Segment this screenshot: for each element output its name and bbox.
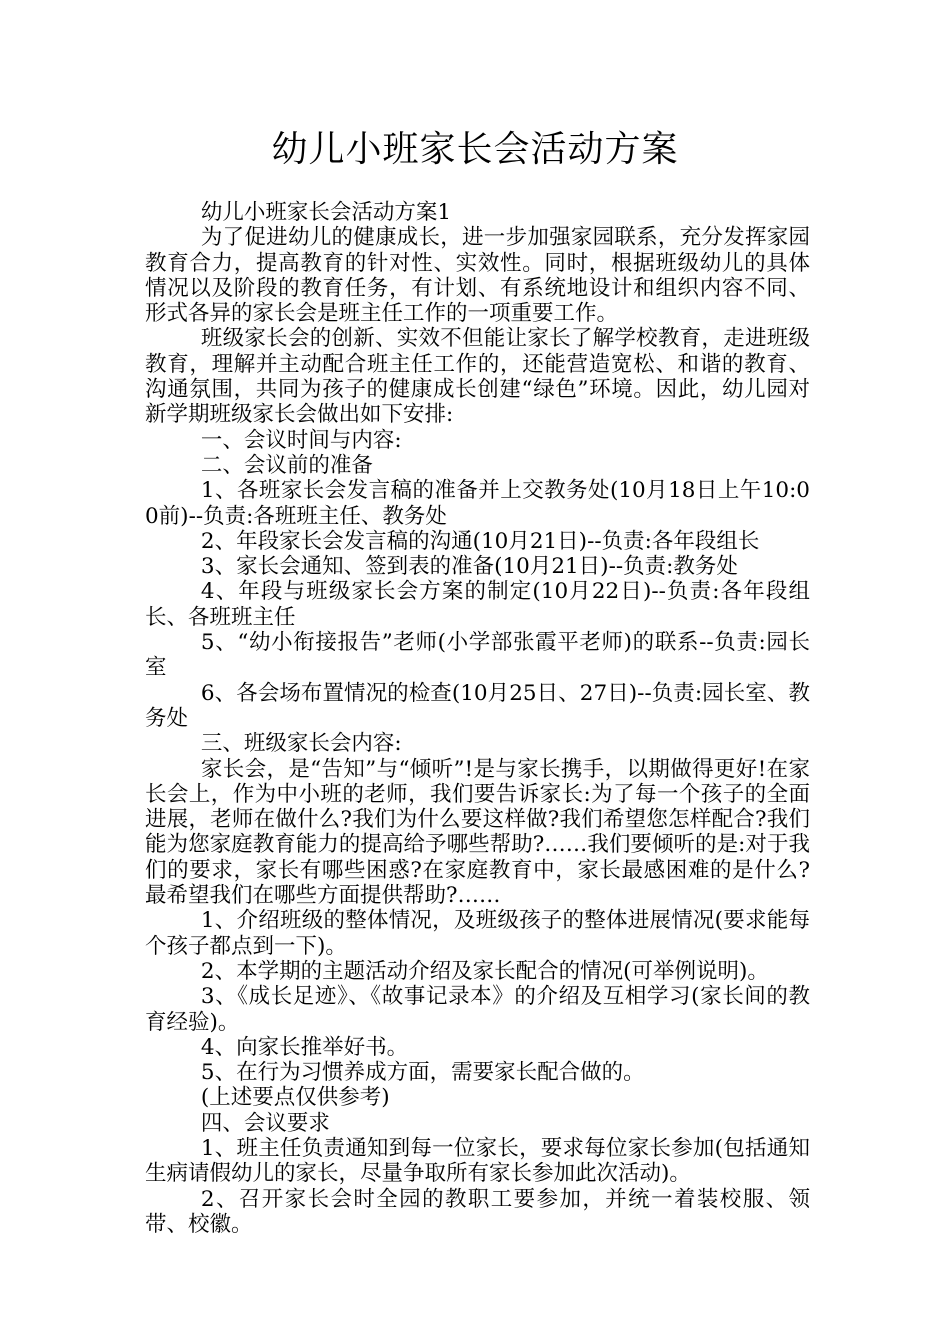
content-item-3: 3、《成长足迹》、《故事记录本》的介绍及互相学习(家长间的教育经验)。 [145, 984, 810, 1035]
content-item-2: 2、本学期的主题活动介绍及家长配合的情况(可举例说明)。 [200, 958, 769, 984]
prep-item-6: 6、各会场布置情况的检查(10月25日、27日)--负责:园长室、教务处 [145, 680, 810, 731]
intro-paragraph: 为了促进幼儿的健康成长，进一步加强家园联系，充分发挥家园教育合力，提高教育的针对性、实效性。同时，根据班级幼儿的具体情况以及阶段的教育任务，有计划、有系统地设计和组织内容不同、形式各异的家长会是班主任工作的一项重要工作。 [145, 225, 810, 327]
purpose-paragraph: 班级家长会的创新、实效不但能让家长了解学校教育，走进班级教育，理解并主动配合班主任工作的，还能营造宽松、和谐的教育、沟通氛围，共同为孩子的健康成长创建“绿色”环境。因此，幼儿园对新学期班级家长会做出如下安排: [145, 326, 810, 428]
prep-item-5: 5、“幼小衔接报告”老师(小学部张霞平老师)的联系--负责:园长室 [145, 630, 810, 681]
section-heading-content: 三、班级家长会内容: [200, 731, 402, 757]
prep-item-4: 4、年段与班级家长会方案的制定(10月22日)--负责:各年段组长、各班班主任 [145, 579, 810, 630]
content-note: (上述要点仅供参考) [200, 1085, 390, 1111]
section-heading-time: 一、会议时间与内容: [200, 427, 402, 453]
plan-heading: 幼儿小班家长会活动方案1 [200, 200, 452, 225]
requirement-item-2: 2、召开家长会时全园的教职工要参加，并统一着装校服、领带、校徽。 [145, 1186, 810, 1237]
prep-item-2: 2、年段家长会发言稿的沟通(10月21日)--负责:各年段组长 [200, 528, 760, 554]
requirement-item-1: 1、班主任负责通知到每一位家长，要求每位家长参加(包括通知生病请假幼儿的家长，尽量争取所有家长参加此次活动)。 [145, 1135, 810, 1187]
prep-item-3: 3、家长会通知、签到表的准备(10月21日)--负责:教务处 [200, 554, 738, 580]
document-title: 幼儿小班家长会活动方案 [271, 129, 679, 170]
section-heading-requirements: 四、会议要求 [200, 1110, 330, 1136]
prep-item-1: 1、各班家长会发言稿的准备并上交教务处(10月18日上午10:00前)--负责:各班班主任、教务处 [145, 478, 810, 529]
content-item-4: 4、向家长推举好书。 [200, 1034, 409, 1060]
content-item-1: 1、介绍班级的整体情况，及班级孩子的整体进展情况(要求能每个孩子都点到一下)。 [145, 908, 810, 959]
document-body [145, 200, 810, 1237]
section-heading-preparation: 二、会议前的准备 [200, 452, 373, 478]
content-item-5: 5、在行为习惯养成方面，需要家长配合做的。 [200, 1060, 645, 1086]
content-paragraph: 家长会，是“告知”与“倾听”!是与家长携手，以期做得更好!在家长会上，作为中小班的老师，我们要告诉家长:为了每一个孩子的全面进展，老师在做什么?我们为什么要这样做?我们希望您怎样配合?我们能为您家庭教育能力的提高给予哪些帮助?……我们要倾听的是:对于我们的要求，家长有哪些困惑?在家庭教育中，家长最感困难的是什么?最希望我们在哪些方面提供帮助?…… [145, 756, 810, 909]
